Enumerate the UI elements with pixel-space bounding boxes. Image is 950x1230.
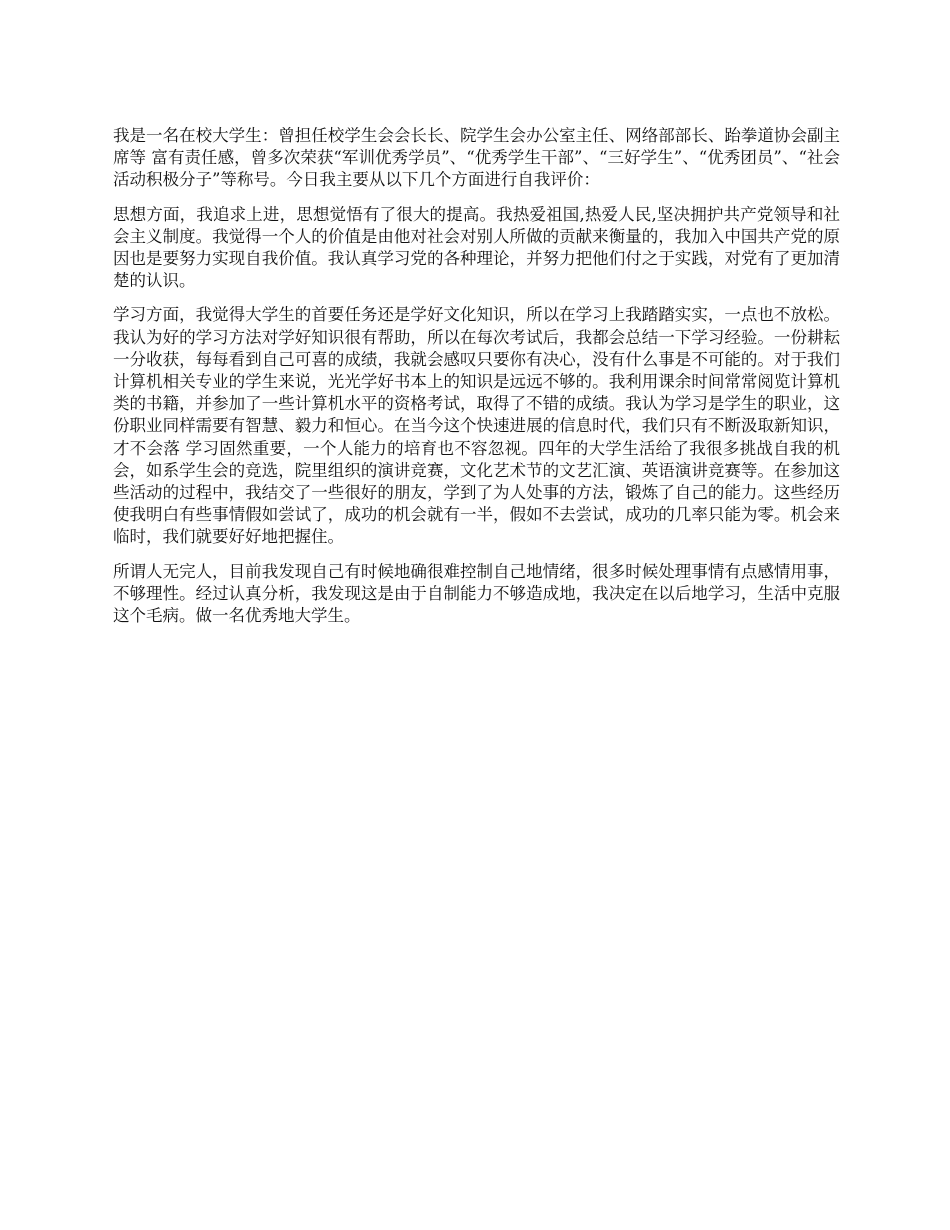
paragraph-ideology: 思想方面，我追求上进，思想觉悟有了很大的提高。我热爱祖国,热爱人民,坚决拥护共产党领导和社会主义制度。我觉得一个人的价值是由他对社会对别人所做的贡献来衡量的，我加入中国共产党的原因也是要努力实现自我价值。我认真学习党的各种理论，并努力把他们付之于实践，对党有了更加清楚的认识。 — [113, 204, 840, 291]
paragraph-study: 学习方面，我觉得大学生的首要任务还是学好文化知识，所以在学习上我踏踏实实，一点也不放松。我认为好的学习方法对学好知识很有帮助，所以在每次考试后，我都会总结一下学习经验。一份耕耘一分收获，每每看到自己可喜的成绩，我就会感叹只要你有决心，没有什么事是不可能的。对于我们计算机相关专业的学生来说，光光学好书本上的知识是远远不够的。我利用课余时间常常阅览计算机类的书籍，并参加了一些计算机水平的资格考试，取得了不错的成绩。我认为学习是学生的职业，这份职业同样需要有智慧、毅力和恒心。在当今这个快速进展的信息时代，我们只有不断汲取新知识，才不会落 学习固然重要，一个人能力的培育也不容忽视。四年的大学生活给了我很多挑战自我的机会，如系学生会的竞选，院里组织的演讲竞赛，文化艺术节的文艺汇演、英语演讲竞赛等。在参加这些活动的过程中，我结交了一些很好的朋友，学到了为人处事的方法，锻炼了自己的能力。这些经历使我明白有些事情假如尝试了，成功的机会就有一半，假如不去尝试，成功的几率只能为零。机会来临时，我们就要好好地把握住。 — [113, 305, 840, 547]
paragraph-intro: 我是一名在校大学生：曾担任校学生会会长长、院学生会办公室主任、网络部部长、跆拳道协会副主席等 富有责任感，曾多次荣获“军训优秀学员”、“优秀学生干部”、“三好学生”、“优秀团员”、“社会活动积极分子”等称号。今日我主要从以下几个方面进行自我评价： — [113, 126, 840, 190]
paragraph-shortcomings: 所谓人无完人，目前我发现自己有时候地确很难控制自己地情绪，很多时候处理事情有点感情用事，不够理性。经过认真分析，我发现这是由于自制能力不够造成地，我决定在以后地学习，生活中克服这个毛病。做一名优秀地大学生。 — [113, 561, 840, 626]
document-body — [113, 125, 840, 639]
